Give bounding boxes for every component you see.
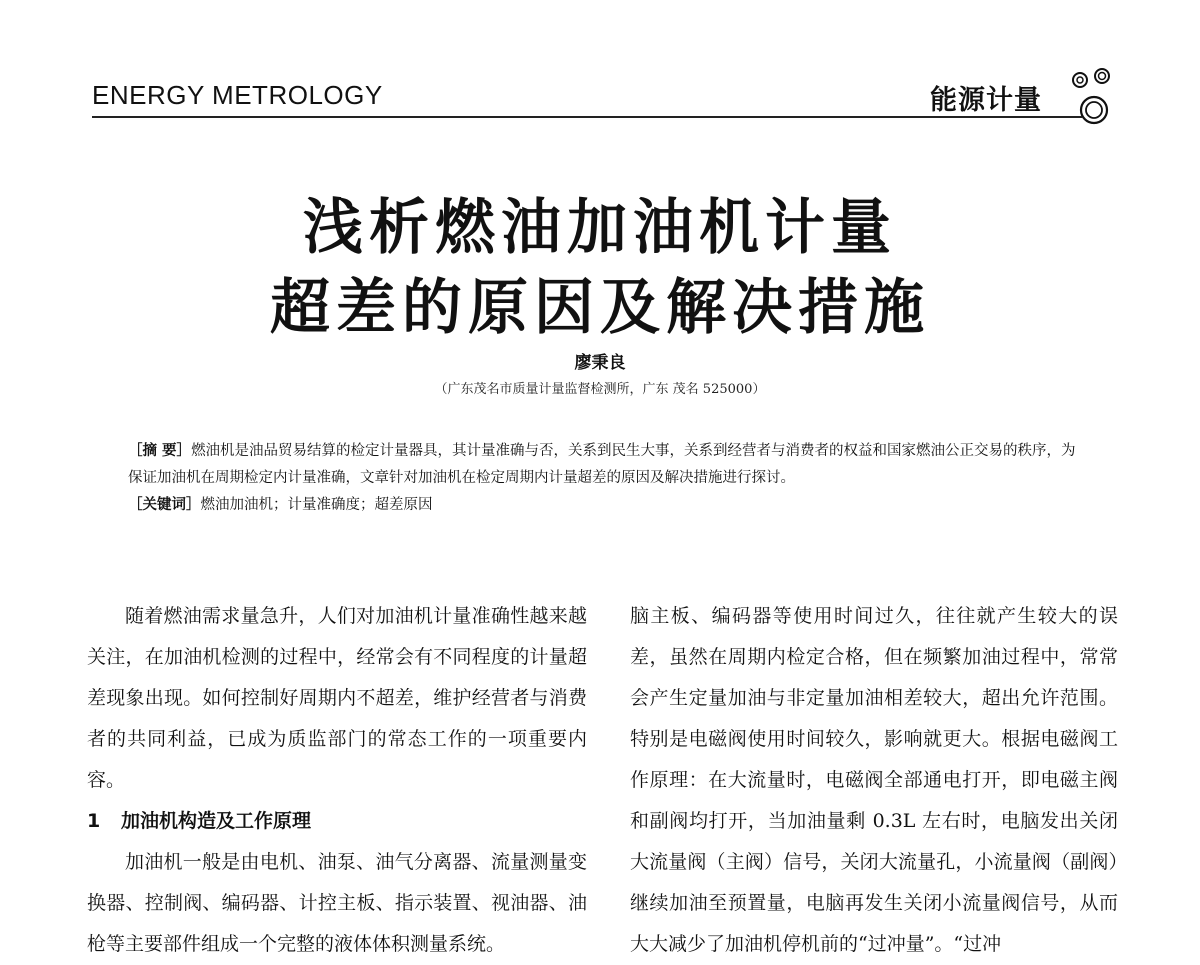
keywords-paragraph — [128, 492, 1078, 519]
keywords-label: ［关键词］ — [128, 497, 201, 513]
article-author: 廖秉良 — [574, 353, 626, 373]
journal-name-english: ENERGY METROLOGY — [92, 80, 383, 110]
section-number: 1 — [87, 810, 101, 832]
section-heading-1 — [87, 801, 587, 842]
article-title-line-1: 浅析燃油加油机计量 — [303, 193, 897, 263]
keywords-text: 燃油加油机；计量准确度；超差原因 — [200, 497, 433, 513]
journal-logo-icon — [1058, 66, 1122, 130]
abstract-text: 燃油机是油品贸易结算的检定计量器具，其计量准确与否，关系到民生大事，关系到经营者与消费者的权益和国家燃油公正交易的秩序，为保证加油机在周期检定内计量准确，文章针对加油机在检定周期内计量超差的原因及解决措施进行探讨。 — [128, 443, 1076, 486]
section-title: 加油机构造及工作原理 — [121, 810, 312, 832]
intro-paragraph: 随着燃油需求量急升，人们对加油机计量准确性越来越关注，在加油机检测的过程中，经常会有不同程度的计量超差现象出现。如何控制好周期内不超差，维护经营者与消费者的共同利益，已成为质监部门的常态工作的一项重要内容。 — [87, 605, 587, 791]
continued-paragraph: 脑主板、编码器等使用时间过久，往往就产生较大的误差，虽然在周期内检定合格，但在频繁加油过程中，常常会产生定量加油与非定量加油相差较大，超出允许范围。特别是电磁阀使用时间较久，影响就更大。根据电磁阀工作原理：在大流量时，电磁阀全部通电打开，即电磁主阀和副阀均打开，当加油量剩 0.3L 左右时，电脑发出关闭大流量阀（主阀）信号，关闭大流量孔，小流量阀（副阀）继续加油至预置量，电脑再发生关闭小流量阀信号，从而大大减少了加油机停机前的“过冲量”。“过冲 — [630, 605, 1118, 955]
author-affiliation: （广东茂名市质量计量监督检测所，广东 茂名 525000） — [434, 382, 766, 397]
journal-name-chinese: 能源计量 — [930, 85, 1042, 116]
article-title-line-2: 超差的原因及解决措施 — [270, 273, 930, 343]
abstract-block — [128, 438, 1078, 519]
abstract-label: ［摘 要］ — [128, 443, 192, 459]
section-1-paragraph: 加油机一般是由电机、油泵、油气分离器、流量测量变换器、控制阀、编码器、计控主板、指示装置、视油器、油枪等主要部件组成一个完整的液体体积测量系统。 — [87, 851, 587, 955]
body-column-left — [87, 596, 587, 965]
body-column-right — [630, 596, 1118, 965]
abstract-paragraph — [128, 438, 1078, 492]
header-divider — [92, 116, 1082, 118]
